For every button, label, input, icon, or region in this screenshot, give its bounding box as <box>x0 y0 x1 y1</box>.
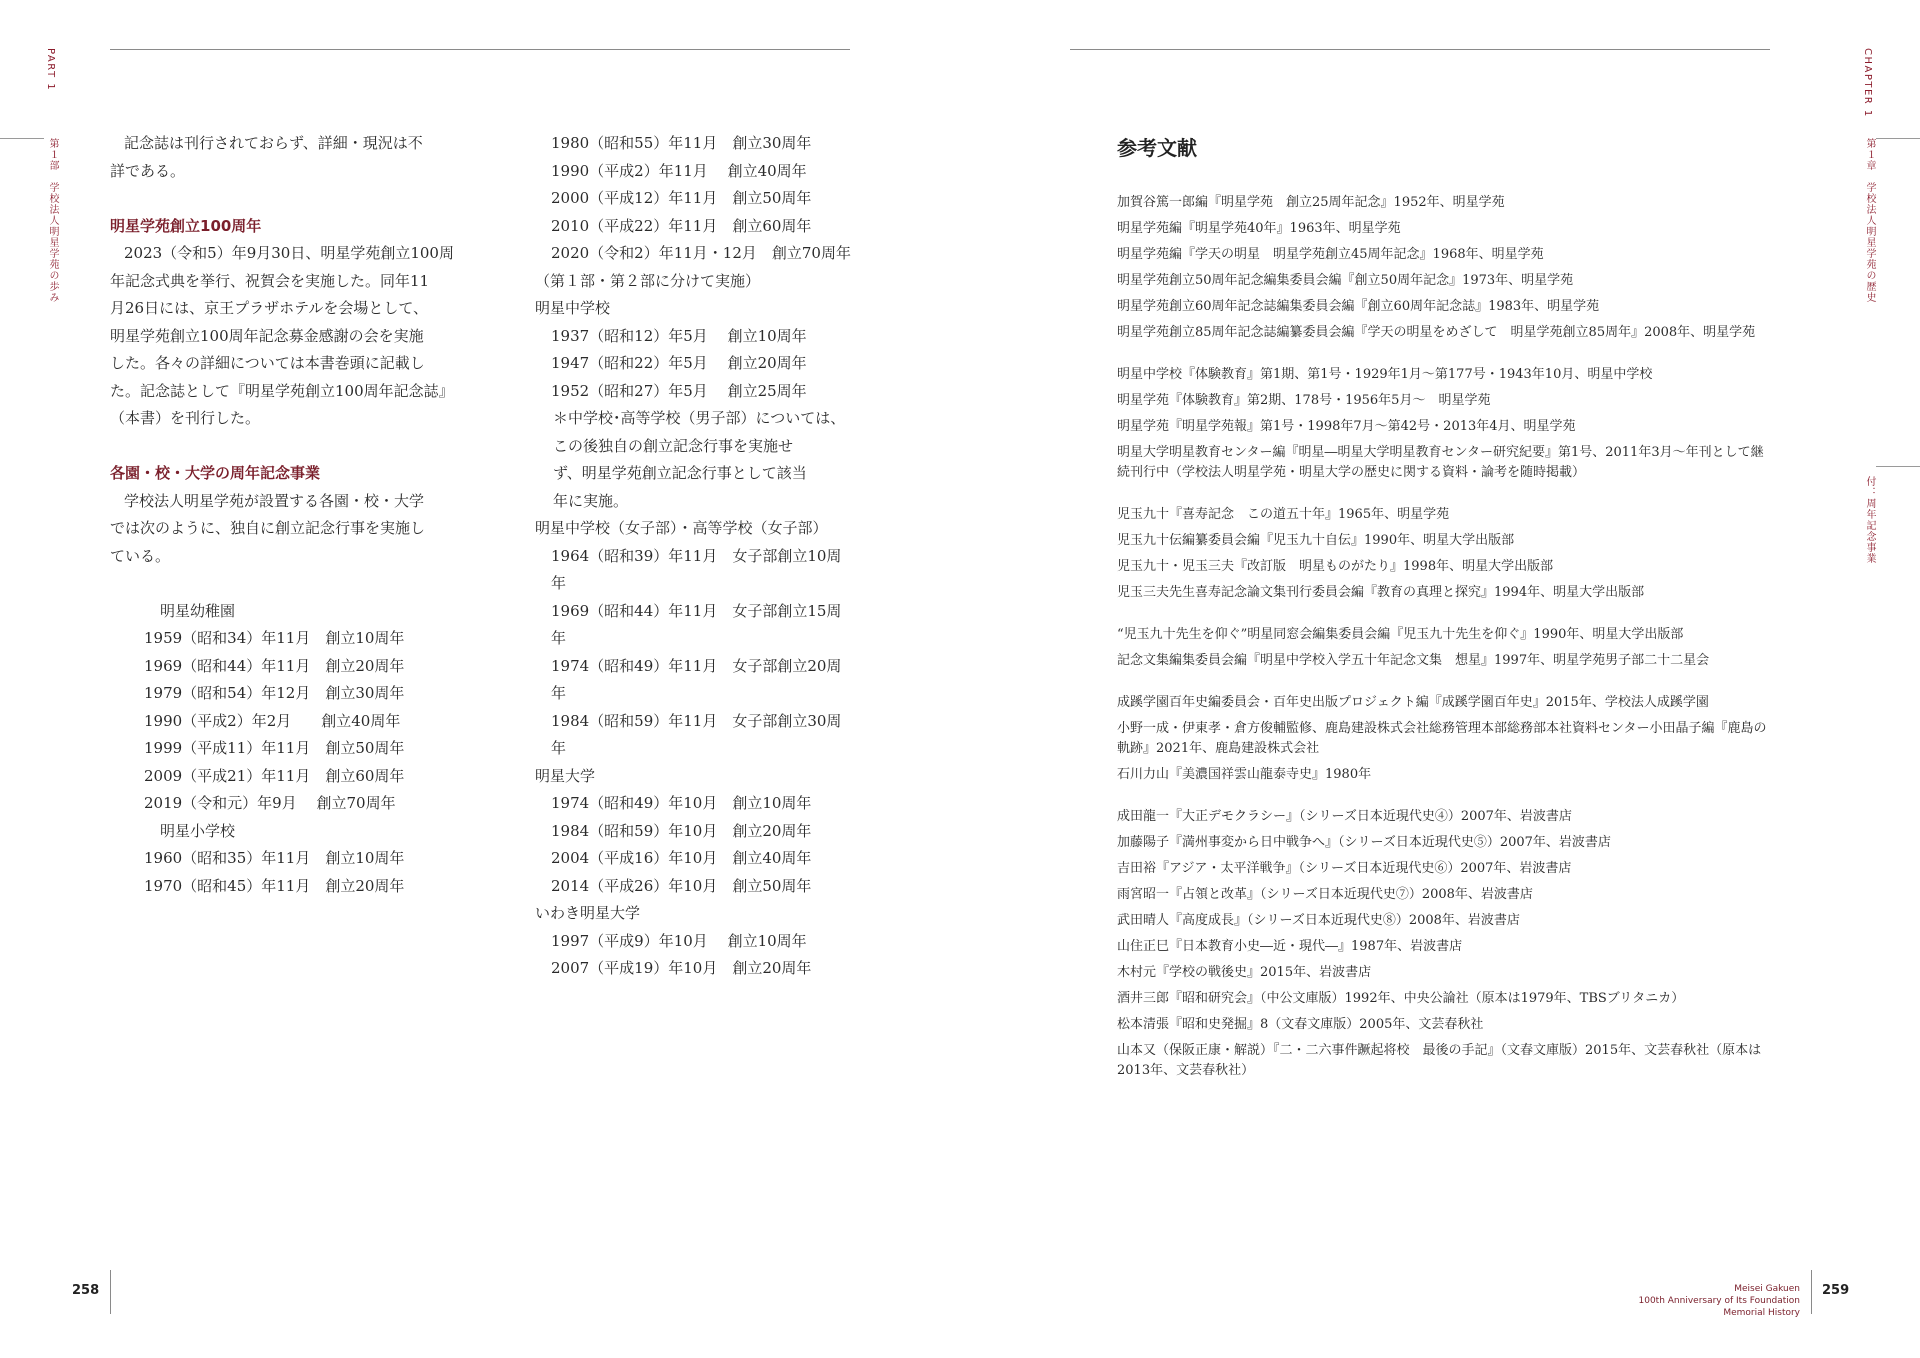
reference-item: 児玉三夫先生喜寿記念論文集刊行委員会編『教育の真理と探究』1994年、明星大学出版部 <box>1117 585 1645 600</box>
reference-group <box>1117 622 1767 674</box>
part-label: PART 1 <box>45 48 56 92</box>
reference-group <box>1117 690 1767 788</box>
event-item: 1959（昭和34）年11月 創立10周年 <box>144 629 405 647</box>
institution-name: いわき明星大学 <box>535 904 641 922</box>
reference-group <box>1117 362 1767 486</box>
text-column-2 <box>535 130 855 983</box>
reference-item: 児玉九十・児玉三夫『改訂版 明星ものがたり』1998年、明星大学出版部 <box>1117 559 1554 574</box>
event-item: 1999（平成11）年11月 創立50周年 <box>144 739 405 757</box>
chapter-label: CHAPTER 1 <box>1862 48 1873 118</box>
event-item: 2007（平成19）年10月 創立20周年 <box>551 959 812 977</box>
event-item: 2020（令和2）年11月・12月 創立70周年 <box>551 244 851 262</box>
book-title-line: 100th Anniversary of Its Foundation <box>1638 1296 1800 1306</box>
body-line: 明星学苑創立100周年記念募金感謝の会を実施 <box>110 326 424 345</box>
event-list <box>535 323 855 406</box>
chapter-title: 第１章 学校法人明星学苑の歴史 <box>1864 138 1875 303</box>
event-item: 1990（平成2）年2月 創立40周年 <box>144 711 401 730</box>
reference-item: 成蹊学園百年史編委員会・百年史出版プロジェクト編『成蹊学園百年史』2015年、学校法人成蹊学園 <box>1117 695 1709 710</box>
folio-divider <box>1811 1270 1812 1314</box>
event-list <box>535 928 855 983</box>
event-item: 2019（令和元）年9月 創立70周年 <box>144 794 396 812</box>
reference-item: 小野一成・伊東孝・倉方俊輔監修、鹿島建設株式会社総務管理本部総務部本社資料センター小田晶子編『鹿島の軌跡』2021年、鹿島建設株式会社 <box>1117 721 1767 756</box>
reference-item: 明星学苑『明星学苑報』第1号・1998年7月〜第42号・2013年4月、明星学苑 <box>1117 419 1576 434</box>
section-body <box>110 240 460 433</box>
reference-item: 酒井三郎『昭和研究会』（中公文庫版）1992年、中央公論社（原本は1979年、TBSブリタニカ） <box>1117 991 1685 1006</box>
reference-item: 木村元『学校の戦後史』2015年、岩波書店 <box>1117 965 1372 980</box>
body-line: （本書）を刊行した。 <box>110 409 261 427</box>
reference-item: 明星学苑創立60周年記念誌編集委員会編『創立60周年記念誌』1983年、明星学苑 <box>1117 299 1600 314</box>
note-line: ず、明星学苑創立記念行事として該当 <box>553 464 807 482</box>
body-line: 月26日には、京王プラザホテルを会場として、 <box>110 299 429 317</box>
event-item: 1947（昭和22）年5月 創立20周年 <box>551 354 807 372</box>
event-item: 1969（昭和44）年11月 女子部創立15周年 <box>551 601 842 647</box>
event-item: 1990（平成2）年11月 創立40周年 <box>551 161 807 180</box>
body-line: した。各々の詳細については本書巻頭に記載し <box>110 354 425 372</box>
event-list <box>535 790 855 900</box>
event-item: 2014（平成26）年10月 創立50周年 <box>551 876 812 895</box>
section-body <box>110 488 460 571</box>
event-item: 1980（昭和55）年11月 創立30周年 <box>551 134 812 152</box>
book-title-line: Memorial History <box>1723 1308 1800 1318</box>
body-line: では次のように、独自に創立記念行事を実施し <box>110 519 426 537</box>
event-item: 1952（昭和27）年5月 創立25周年 <box>551 381 807 400</box>
reference-item: 成田龍一『大正デモクラシー』（シリーズ日本近現代史④）2007年、岩波書店 <box>1117 809 1572 824</box>
reference-item: 石川力山『美濃国祥雲山龍泰寺史』1980年 <box>1117 767 1372 782</box>
reference-item: 山住正巳『日本教育小史―近・現代―』1987年、岩波書店 <box>1117 939 1463 954</box>
reference-item: 明星大学明星教育センター編『明星―明星大学明星教育センター研究紀要』第1号、2011年3月〜年刊として継続刊行中（学校法人明星学苑・明星大学の歴史に関する資料・論考を随時掲載） <box>1117 445 1764 480</box>
body-line: ている。 <box>110 546 171 565</box>
event-item: 1984（昭和59）年10月 創立20周年 <box>551 821 812 840</box>
reference-item: 児玉九十『喜寿記念 この道五十年』1965年、明星学苑 <box>1117 507 1450 522</box>
references-heading: 参考文献 <box>1117 136 1197 160</box>
reference-item: 明星学苑創立85周年記念誌編纂委員会編『学天の明星をめざして 明星学苑創立85周年』2008年、明星学苑 <box>1117 325 1756 340</box>
event-list <box>535 543 855 763</box>
part-title: 第１部 学校法人明星学苑の歩み <box>47 138 58 303</box>
reference-group <box>1117 502 1767 606</box>
reference-item: 明星中学校『体験教育』第1期、第1号・1929年1月〜第177号・1943年10月、明星中学校 <box>1117 367 1653 382</box>
book-title-line: Meisei Gakuen <box>1734 1284 1800 1294</box>
side-tick <box>1876 138 1920 139</box>
body-line: 2023（令和5）年9月30日、明星学苑創立100周 <box>124 244 454 262</box>
reference-item: 松本清張『昭和史発掘』8（文春文庫版）2005年、文芸春秋社 <box>1117 1017 1484 1032</box>
reference-item: 加賀谷篤一郎編『明星学苑 創立25周年記念』1952年、明星学苑 <box>1117 195 1505 210</box>
event-item: 1969（昭和44）年11月 創立20周年 <box>144 656 405 675</box>
top-rule <box>110 49 850 50</box>
event-item: 2010（平成22）年11月 創立60周年 <box>551 216 812 235</box>
institution-name: 明星中学校 <box>535 299 611 317</box>
event-item: 1984（昭和59）年11月 女子部創立30周年 <box>551 711 842 757</box>
side-tick <box>0 138 44 139</box>
event-item: 1974（昭和49）年11月 女子部創立20周年 <box>551 656 842 702</box>
text-column-1 <box>110 130 460 900</box>
body-line: 学校法人明星学苑が設置する各園・校・大学 <box>124 491 425 510</box>
folio-divider <box>110 1270 111 1314</box>
reference-item: 記念文集編集委員会編『明星中学校入学五十年記念文集 想星』1997年、明星学苑男子部二十二星会 <box>1117 653 1710 668</box>
event-item: 2009（平成21）年11月 創立60周年 <box>144 766 405 785</box>
event-item: 1964（昭和39）年11月 女子部創立10周年 <box>551 546 842 592</box>
institution-name: 明星中学校（女子部）・高等学校（女子部） <box>535 519 828 537</box>
event-item: 1970（昭和45）年11月 創立20周年 <box>144 876 405 895</box>
page-number: 258 <box>72 1283 100 1298</box>
event-note: （第１部・第２部に分けて実施） <box>535 271 761 290</box>
references-list <box>1117 190 1767 1100</box>
body-line: 年記念式典を挙行、祝賀会を実施した。同年11 <box>110 271 430 290</box>
event-item: 1937（昭和12）年5月 創立10周年 <box>551 326 807 345</box>
note-line: 年に実施。 <box>553 491 629 510</box>
event-item: 2000（平成12）年11月 創立50周年 <box>551 189 812 207</box>
event-list <box>110 845 460 900</box>
appendix-label: 付：周年記念事業 <box>1864 476 1875 564</box>
reference-item: 吉田裕『アジア・太平洋戦争』（シリーズ日本近現代史⑥）2007年、岩波書店 <box>1117 861 1572 876</box>
reference-item: 加藤陽子『満州事変から日中戦争へ』（シリーズ日本近現代史⑤）2007年、岩波書店 <box>1117 835 1611 850</box>
intro-line: 詳である。 <box>110 161 186 180</box>
institution-name: 明星大学 <box>535 766 596 785</box>
event-item: 1979（昭和54）年12月 創立30周年 <box>144 684 405 702</box>
side-tick <box>1876 466 1920 467</box>
note-line: ＊中学校･高等学校（男子部）については、 <box>553 409 846 427</box>
intro-line: 記念誌は刊行されておらず、詳細・現況は不 <box>124 134 423 152</box>
top-rule <box>1070 49 1770 50</box>
body-line: た。記念誌として『明星学苑創立100周年記念誌』 <box>110 381 454 400</box>
event-item: 1960（昭和35）年11月 創立10周年 <box>144 849 405 867</box>
section-heading: 各園・校・大学の周年記念事業 <box>110 464 321 482</box>
reference-item: 明星学苑創立50周年記念編集委員会編『創立50周年記念』1973年、明星学苑 <box>1117 273 1574 288</box>
book-title <box>1639 1283 1801 1319</box>
reference-group <box>1117 804 1767 1084</box>
reference-item: 武田晴人『高度成長』（シリーズ日本近現代史⑧）2008年、岩波書店 <box>1117 913 1520 928</box>
page-number: 259 <box>1822 1283 1850 1298</box>
event-item: 2004（平成16）年10月 創立40周年 <box>551 849 812 867</box>
event-item: 1997（平成9）年10月 創立10周年 <box>551 931 807 950</box>
reference-group <box>1117 190 1767 346</box>
institution-name: 明星幼稚園 <box>160 601 236 620</box>
section-heading: 明星学苑創立100周年 <box>110 216 262 235</box>
reference-item: 明星学苑『体験教育』第2期、178号・1956年5月〜 明星学苑 <box>1117 393 1491 408</box>
event-note <box>535 405 855 515</box>
reference-item: 明星学苑編『学天の明星 明星学苑創立45周年記念』1968年、明星学苑 <box>1117 247 1544 262</box>
note-line: この後独自の創立記念行事を実施せ <box>553 436 794 455</box>
event-item: 1974（昭和49）年10月 創立10周年 <box>551 794 812 812</box>
reference-item: 児玉九十伝編纂委員会編『児玉九十自伝』1990年、明星大学出版部 <box>1117 533 1515 548</box>
reference-item: 雨宮昭一『占領と改革』（シリーズ日本近現代史⑦）2008年、岩波書店 <box>1117 887 1533 902</box>
reference-item: “児玉九十先生を仰ぐ”明星同窓会編集委員会編『児玉九十先生を仰ぐ』1990年、明星大学出版部 <box>1117 627 1684 642</box>
event-list <box>535 130 855 268</box>
institution-name: 明星小学校 <box>160 821 236 840</box>
reference-item: 山本又（保阪正康・解説）『二・二六事件蹶起将校 最後の手記』（文春文庫版）2015年、文芸春秋社（原本は2013年、文芸春秋社） <box>1117 1043 1762 1078</box>
event-list <box>110 625 460 818</box>
reference-item: 明星学苑編『明星学苑40年』1963年、明星学苑 <box>1117 221 1401 236</box>
